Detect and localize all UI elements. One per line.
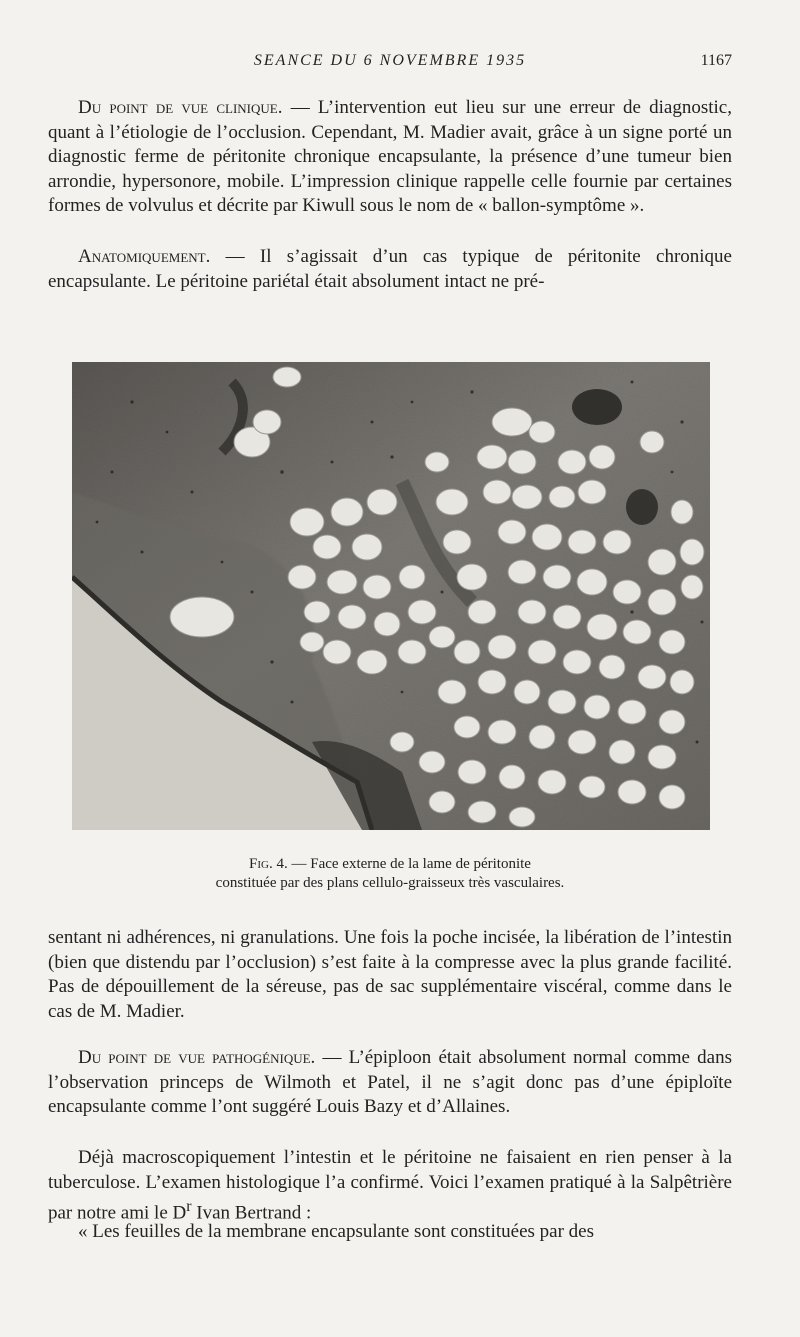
paragraph-continuation: sentant ni adhérences, ni granulations. Une fois la poche incisée, la libération de l’intestin (bien que distendu par l’occlusion) s’est faite à la compresse avec la plus grande facilité. Pas de dépouillement de la séreuse, pas de sac supplémentaire viscéral, comme dans le cas de M. Madier. (48, 927, 732, 1022)
paragraph-pathogeny (48, 1046, 732, 1120)
micrograph-image (72, 362, 710, 830)
caption-label: Fig. 4. (249, 856, 288, 872)
caption-line-1 (48, 855, 732, 874)
paragraph-histology (48, 1146, 732, 1226)
paragraph-anatomy (48, 245, 732, 294)
paragraph-clinical (48, 96, 732, 219)
paragraph-clinical-text: — L’intervention eut lieu sur une erreur de diagnostic, quant à l’étiologie de l’occlusion. Cependant, M. Madier avait, grâce à un signe porté un diagnostic ferme de péritonite chronique encapsulante, la présence d’une tumeur bien arrondie, hypersonore, mobile. L’impression clinique rappelle celle fournie par certaines formes de volvulus et décrite par Kiwull sous le nom de « ballon-symptôme ». (48, 97, 732, 216)
caption-line-2: constituée par des plans cellulo-graisseux très vasculaires. (215, 875, 565, 891)
page-number: 1167 (700, 52, 732, 69)
paragraph-pathogeny-text: — L’épiploon était absolument normal comme dans l’observation princeps de Wilmoth et Patel, il ne s’agit donc pas d’une épiploïte encapsulante comme l’ont suggéré Louis Bazy et d’Allaines. (48, 1047, 732, 1117)
paragraph-anatomy-text: — Il s’agissait d’un cas typique de péritonite chronique encapsulante. Le péritoine pariétal était absolument intact ne pré- (48, 246, 732, 292)
figure-caption (48, 855, 732, 893)
caption-line-1-text: — Face externe de la lame de péritonite (287, 856, 531, 872)
paragraph-histology-text-a: Déjà macroscopiquement l’intestin et le péritoine ne faisaient en rien penser à la tuberculose. L’examen histologique l’a confirmé. Voici l’examen pratiqué à la Salpêtrière par notre ami le D (48, 1147, 732, 1224)
running-header (48, 52, 732, 74)
paragraph-histology-text-b: Ivan Bertrand : (191, 1202, 312, 1224)
section-lead-clinical: Du point de vue clinique. (78, 97, 283, 118)
section-lead-pathogeny: Du point de vue pathogénique. (78, 1047, 316, 1068)
paragraph-quote-start: « Les feuilles de la membrane encapsulante sont constituées par des (78, 1221, 594, 1242)
micrograph-figure (72, 362, 710, 830)
section-lead-anatomy: Anatomiquement. (78, 246, 211, 267)
doctor-superscript: r (186, 1198, 192, 1215)
running-title: SEANCE DU 6 NOVEMBRE 1935 (253, 52, 527, 69)
